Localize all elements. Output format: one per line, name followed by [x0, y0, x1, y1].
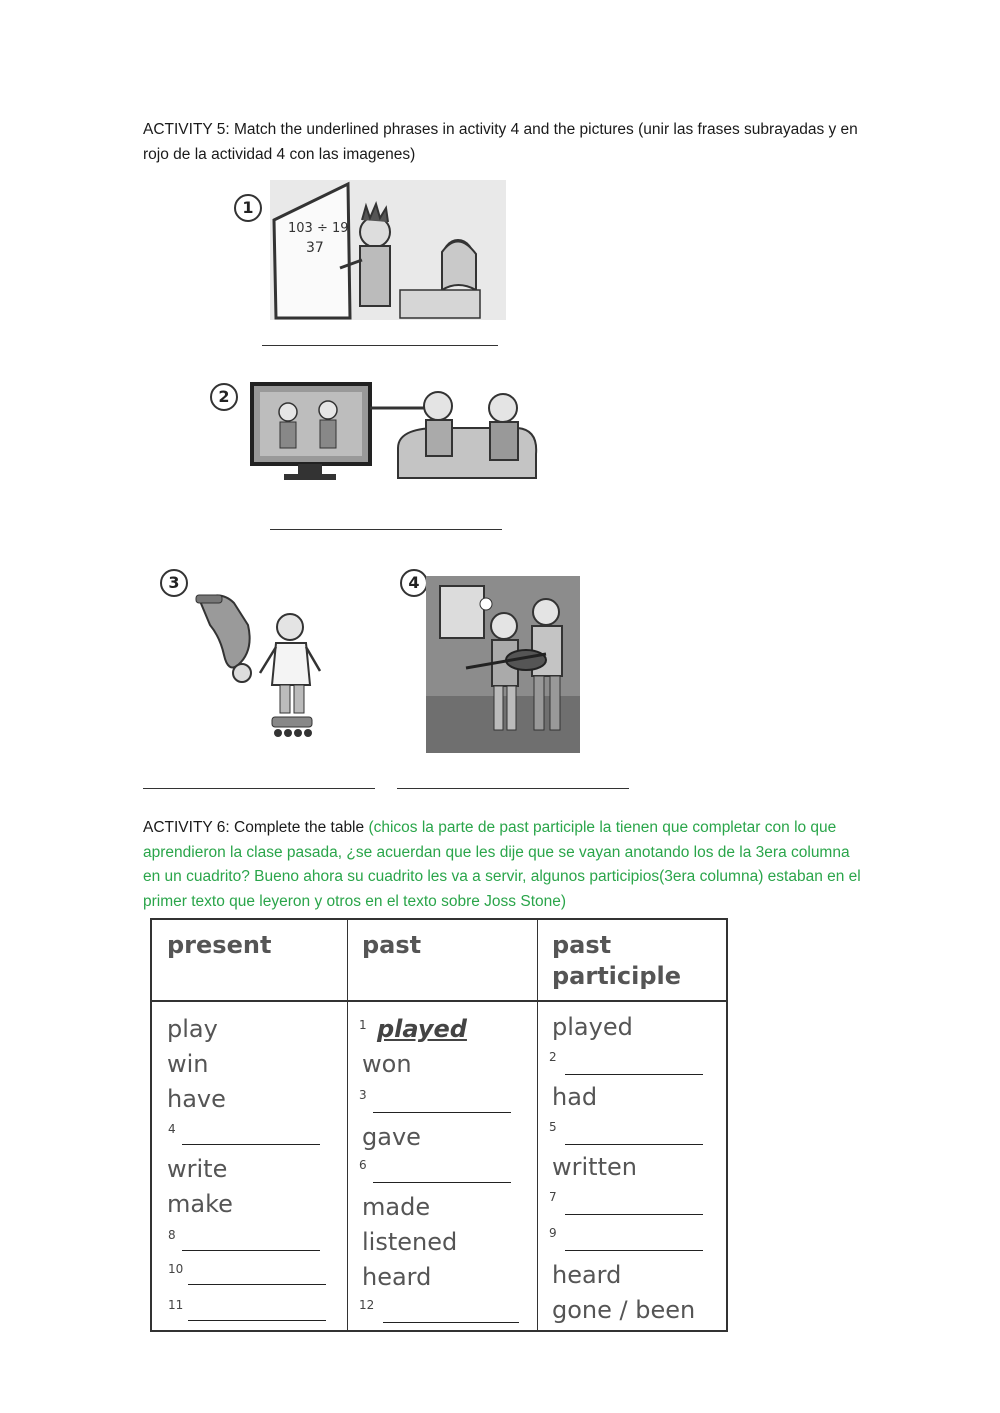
present-cell: play	[167, 1015, 218, 1043]
answer-line-4[interactable]	[397, 788, 629, 789]
blank-9[interactable]	[565, 1250, 703, 1251]
blank-4[interactable]	[182, 1144, 320, 1145]
blank-number-10: 10	[168, 1262, 184, 1276]
blank-number-11: 11	[168, 1298, 184, 1312]
picture-number-2: 2	[210, 383, 238, 411]
blank-number-2: 2	[549, 1050, 557, 1064]
board-text-2: 37	[306, 240, 324, 256]
blank-6[interactable]	[373, 1182, 511, 1183]
blank-number-9: 9	[549, 1226, 557, 1240]
participle-cell: gone / been	[552, 1296, 696, 1324]
past-cell: won	[362, 1050, 412, 1078]
blank-10[interactable]	[188, 1284, 326, 1285]
answer-line-1[interactable]	[262, 345, 498, 346]
blank-number-4: 4	[168, 1122, 176, 1136]
blank-7[interactable]	[565, 1214, 703, 1215]
header-past-participle	[552, 930, 681, 992]
past-cell: listened	[362, 1228, 458, 1256]
blank-number-8: 8	[168, 1228, 176, 1242]
participle-cell: had	[552, 1083, 598, 1111]
activity-6-teacher-note: (chicos la parte de past participle la tienen que completar con lo que aprendieron la clase pasada, ¿se acuerdan que les dije que se vayan anotando los de la 3era columna en un cuadrito? Bueno ahora su cuadrito les va a servir, algunos participios(3era columna) estaban en el primer texto que leyeron y otros en el texto sobre Joss Stone)	[143, 819, 861, 910]
blank-8[interactable]	[182, 1250, 320, 1251]
picture-3-skater-falling	[190, 585, 340, 745]
header-past-participle-line1: past	[552, 931, 612, 959]
blank-number-1: 1	[359, 1018, 367, 1032]
blank-number-6: 6	[359, 1158, 367, 1172]
present-cell: write	[167, 1155, 228, 1183]
picture-1-boy-at-whiteboard	[270, 180, 506, 320]
past-cell: made	[362, 1193, 431, 1221]
picture-number-4: 4	[400, 569, 428, 597]
answer-line-3[interactable]	[143, 788, 375, 789]
header-past-participle-line2: participle	[552, 962, 682, 990]
blank-3[interactable]	[373, 1112, 511, 1113]
participle-cell: heard	[552, 1261, 622, 1289]
activity-6-instructions	[143, 816, 863, 914]
header-present: present	[167, 931, 272, 959]
column-past	[347, 920, 538, 1330]
participle-cell: written	[552, 1153, 637, 1181]
past-example-answer: played	[377, 1015, 467, 1043]
blank-number-3: 3	[359, 1088, 367, 1102]
present-cell: make	[167, 1190, 233, 1218]
blank-number-7: 7	[549, 1190, 557, 1204]
answer-line-2[interactable]	[270, 529, 502, 530]
picture-2-boys-watching-tv	[248, 378, 538, 496]
participle-cell: played	[552, 1013, 633, 1041]
verb-table	[150, 918, 728, 1332]
picture-4-boys-with-guitar	[426, 576, 580, 753]
picture-number-3: 3	[160, 569, 188, 597]
blank-number-5: 5	[549, 1120, 557, 1134]
column-present	[152, 920, 348, 1330]
board-text-1: 103 ÷ 19	[288, 221, 349, 236]
header-past: past	[362, 931, 422, 959]
activity-6-title: ACTIVITY 6: Complete the table	[143, 819, 369, 836]
column-past-participle	[537, 920, 726, 1330]
present-cell: have	[167, 1085, 226, 1113]
past-cell: gave	[362, 1123, 421, 1151]
blank-11[interactable]	[188, 1320, 326, 1321]
blank-12[interactable]	[383, 1322, 519, 1323]
blank-5[interactable]	[565, 1144, 703, 1145]
blank-number-12: 12	[359, 1298, 375, 1312]
past-cell: heard	[362, 1263, 432, 1291]
picture-number-1: 1	[234, 194, 262, 222]
present-cell: win	[167, 1050, 209, 1078]
blank-2[interactable]	[565, 1074, 703, 1075]
activity-5-instructions: ACTIVITY 5: Match the underlined phrases in activity 4 and the pictures (unir las frases subrayadas y en rojo de la actividad 4 con las imagenes)	[143, 121, 858, 163]
